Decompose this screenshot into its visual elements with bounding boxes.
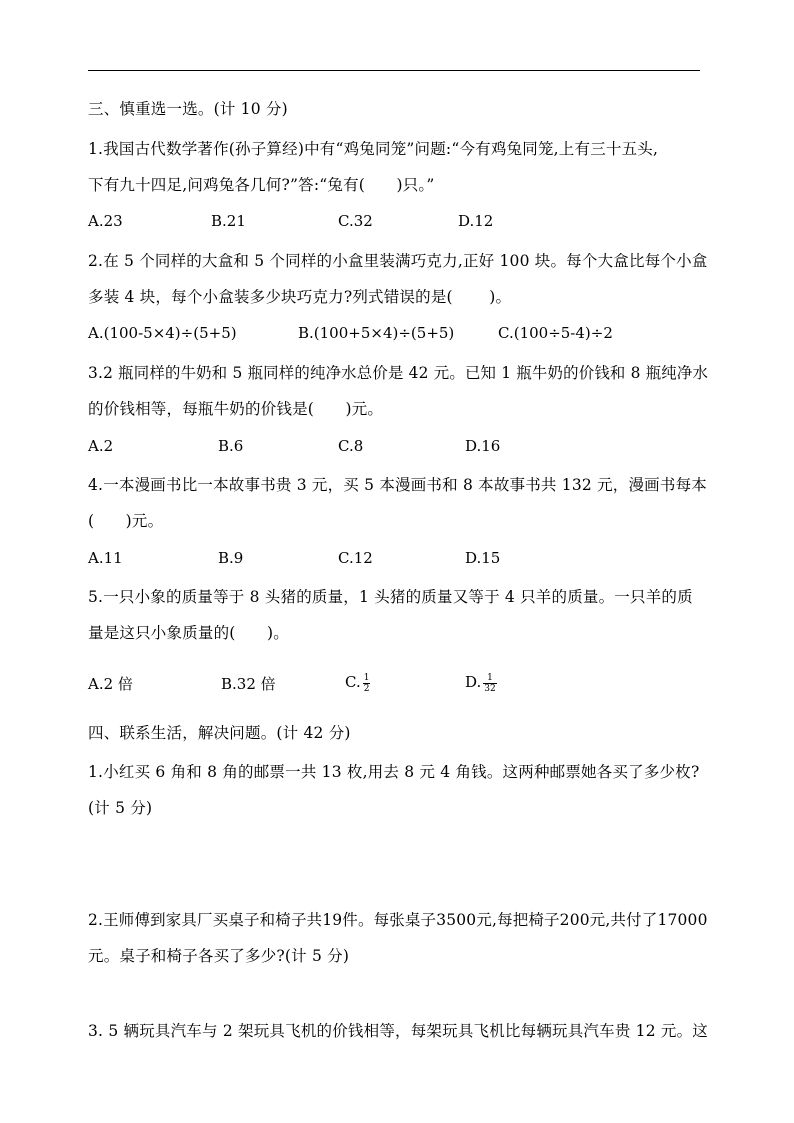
q4-option-c[interactable]: C.12	[338, 549, 373, 567]
q5-option-c-numerator: 1	[363, 672, 370, 683]
q1-option-d[interactable]: D.12	[458, 212, 494, 230]
q4-text-line1: 4.一本漫画书比一本故事书贵 3 元，买 5 本漫画书和 8 本故事书共 132 元，漫画书每本	[88, 476, 707, 494]
q5-option-d-denominator: 32	[484, 683, 496, 694]
q5-option-d-numerator: 1	[483, 673, 496, 684]
q2-text-line1: 2.在 5 个同样的大盒和 5 个同样的小盒里装满巧克力,正好 100 块。每个大盒比每个小盒	[88, 252, 708, 270]
q5-text-line1: 5.一只小象的质量等于 8 头猪的质量，1 头猪的质量又等于 4 只羊的质量。一只羊的质	[88, 588, 693, 606]
q2-option-c[interactable]: C.(100÷5-4)÷2	[498, 324, 613, 342]
q2-option-a[interactable]: A.(100-5×4)÷(5+5)	[88, 324, 237, 342]
q5-option-d[interactable]	[465, 672, 497, 694]
s4-q3-text-line1: 3. 5 辆玩具汽车与 2 架玩具飞机的价钱相等，每架玩具飞机比每辆玩具汽车贵 12 元。这	[88, 1022, 708, 1040]
q3-option-d[interactable]: D.16	[465, 437, 501, 455]
s4-q1-text-line2: (计 5 分)	[88, 799, 153, 817]
q5-text-line2: 量是这只小象质量的( )。	[88, 624, 289, 642]
q3-option-a[interactable]: A.2	[88, 437, 114, 455]
q3-option-c[interactable]: C.8	[338, 437, 364, 455]
q4-text-line2: ( )元。	[88, 512, 164, 530]
q5-option-c-prefix: C.	[345, 673, 361, 691]
section3-title: 三、慎重选一选。(计 10 分)	[88, 100, 288, 118]
q2-text-line2: 多装 4 块，每个小盒装多少块巧克力?列式错误的是( )。	[88, 288, 512, 306]
q5-option-b[interactable]: B.32 倍	[221, 675, 276, 693]
q1-text-line1: 1.我国古代数学著作(孙子算经)中有“鸡兔同笼”问题:“今有鸡兔同笼,上有三十五头,	[88, 140, 659, 158]
q1-text-line2: 下有九十四足,问鸡兔各几何?”答:“兔有( )只。”	[88, 176, 435, 194]
s4-q2-text-line2: 元。桌子和椅子各买了多少?(计 5 分)	[88, 947, 350, 965]
section4-title: 四、联系生活，解决问题。(计 42 分)	[88, 724, 351, 742]
s4-q2-text-line1: 2.王师傅到家具厂买桌子和椅子共19件。每张桌子3500元,每把椅子200元,共付了17000	[88, 911, 708, 929]
q1-option-c[interactable]: C.32	[338, 212, 373, 230]
q5-option-d-fraction	[483, 673, 496, 694]
q5-option-c-denominator: 2	[363, 683, 370, 694]
s4-q1-text-line1: 1.小红买 6 角和 8 角的邮票一共 13 枚,用去 8 元 4 角钱。这两种邮票她各买了多少枚?	[88, 763, 700, 781]
header-rule	[88, 70, 700, 71]
q2-option-b[interactable]: B.(100+5×4)÷(5+5)	[298, 324, 455, 342]
q5-option-c[interactable]	[345, 672, 370, 694]
q4-option-a[interactable]: A.11	[88, 549, 123, 567]
q4-option-b[interactable]: B.9	[218, 549, 244, 567]
q3-option-b[interactable]: B.6	[218, 437, 244, 455]
q3-text-line2: 的价钱相等，每瓶牛奶的价钱是( )元。	[88, 400, 384, 418]
q5-option-a[interactable]: A.2 倍	[88, 675, 133, 693]
q1-option-b[interactable]: B.21	[211, 212, 246, 230]
q1-option-a[interactable]: A.23	[88, 212, 123, 230]
q4-option-d[interactable]: D.15	[465, 549, 501, 567]
q3-text-line1: 3.2 瓶同样的牛奶和 5 瓶同样的纯净水总价是 42 元。已知 1 瓶牛奶的价钱和 8 瓶纯净水	[88, 364, 709, 382]
q5-option-c-fraction	[363, 673, 371, 694]
q5-option-d-prefix: D.	[465, 673, 482, 691]
